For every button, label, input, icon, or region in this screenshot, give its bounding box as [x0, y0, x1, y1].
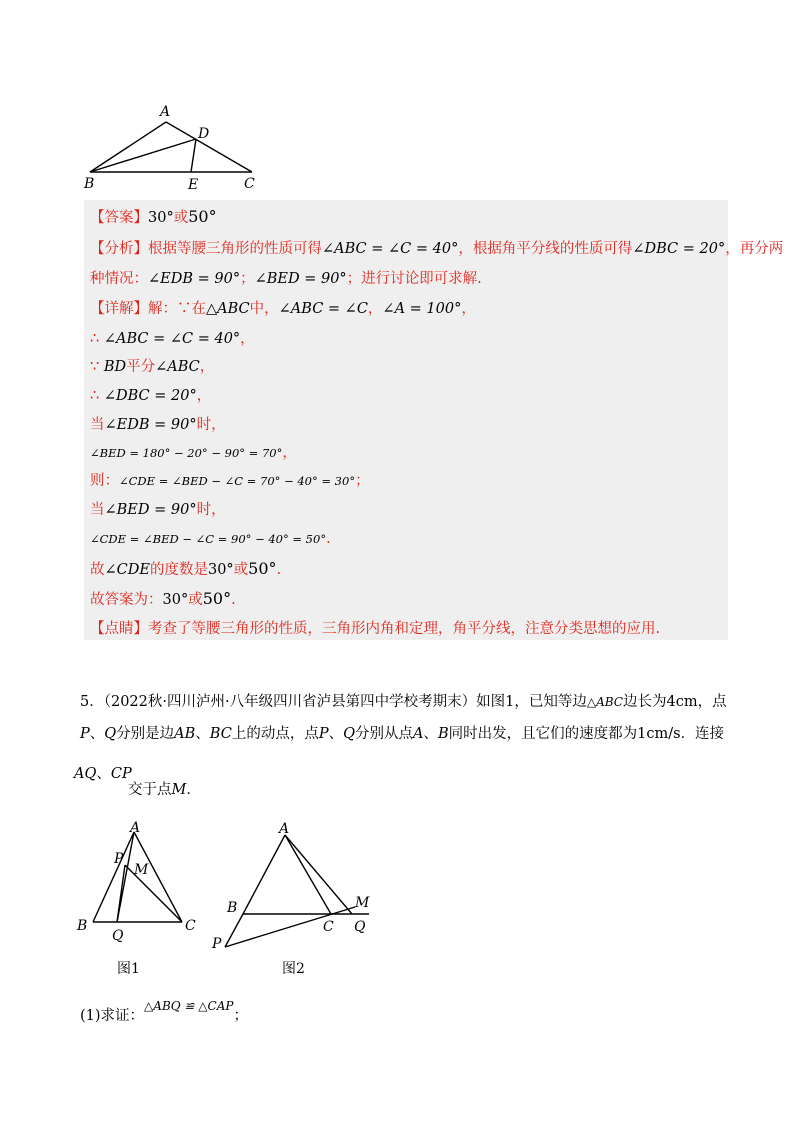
- fig2-label-b: B: [227, 900, 238, 916]
- fig1-label-m: M: [134, 862, 149, 878]
- solution-line-9: 则：∠CDE = ∠BED − ∠C = 70° − 40° = 30°；: [90, 473, 370, 489]
- top-figure: [80, 100, 280, 195]
- label-a: A: [160, 104, 171, 120]
- fig1-label-q: Q: [112, 928, 124, 943]
- answer-line: 【答案】30°或50°: [90, 207, 217, 226]
- fig2-label-p: P: [212, 936, 222, 950]
- solution-line-4: ∴ ∠ABC = ∠C = 40°，: [90, 331, 255, 347]
- fig2-label-c: C: [323, 919, 334, 935]
- analysis-line-2: 种情况：∠EDB = 90°；∠BED = 90°；进行讨论即可求解.: [90, 271, 482, 287]
- analysis-line-1: 【分析】根据等腰三角形的性质可得∠ABC = ∠C = 40°，根据角平分线的性质可得∠DBC = 20°，再分两: [90, 241, 784, 257]
- solution-line-10: 当∠BED = 90°时，: [90, 502, 226, 518]
- question-5-line-1: 5．（2022秋·四川泸州·八年级四川省泸县第四中学校考期末）如图1，已知等边△ABC边长为4cm，点: [80, 694, 727, 710]
- fig1-label-c: C: [185, 918, 196, 934]
- question-5-line-3a: AQ、CP: [74, 766, 132, 782]
- figure-1-caption: 图1: [117, 961, 140, 977]
- solution-line-7: 当∠EDB = 90°时，: [90, 417, 226, 433]
- figure-2-caption: 图2: [282, 961, 305, 977]
- solution-line-13: 故答案为：30°或50°.: [90, 589, 236, 608]
- fig2-label-q: Q: [354, 919, 366, 935]
- label-b: B: [84, 176, 95, 192]
- part-1-line: (1)求证：$^{\triangle ABQ ≌ \triangle CAP}$；: [80, 999, 248, 1024]
- solution-line-12: 故∠CDE的度数是30°或50°.: [90, 559, 282, 578]
- solution-line-8: ∠BED = 180° − 20° − 90° = 70°，: [90, 445, 297, 461]
- fig1-label-p: P: [114, 851, 124, 867]
- figure-1: [70, 818, 210, 943]
- solution-line-5: ∵ BD平分∠ABC，: [90, 359, 215, 375]
- detail-line: 【详解】解：∵在△ABC中，∠ABC = ∠C，∠A = 100°，: [90, 301, 476, 317]
- label-c: C: [244, 176, 255, 192]
- comment-line: 【点睛】考查了等腰三角形的性质，三角形内角和定理，角平分线，注意分类思想的应用.: [90, 621, 661, 637]
- fig1-label-a: A: [130, 820, 141, 836]
- solution-line-6: ∴ ∠DBC = 20°，: [90, 388, 212, 404]
- question-5-line-2: P、Q分别是边AB、BC上的动点，点P、Q分别从点A、B同时出发，且它们的速度都为1cm/s．连接: [80, 726, 725, 742]
- fig1-label-b: B: [77, 918, 88, 934]
- figure-2: [205, 815, 385, 950]
- label-d: D: [198, 126, 210, 142]
- fig2-label-m: M: [355, 895, 370, 911]
- label-e: E: [188, 177, 199, 193]
- question-5-line-3b: 交于点M．: [128, 782, 201, 798]
- solution-line-11: ∠CDE = ∠BED − ∠C = 90° − 40° = 50°.: [90, 531, 331, 547]
- fig2-label-a: A: [279, 821, 290, 837]
